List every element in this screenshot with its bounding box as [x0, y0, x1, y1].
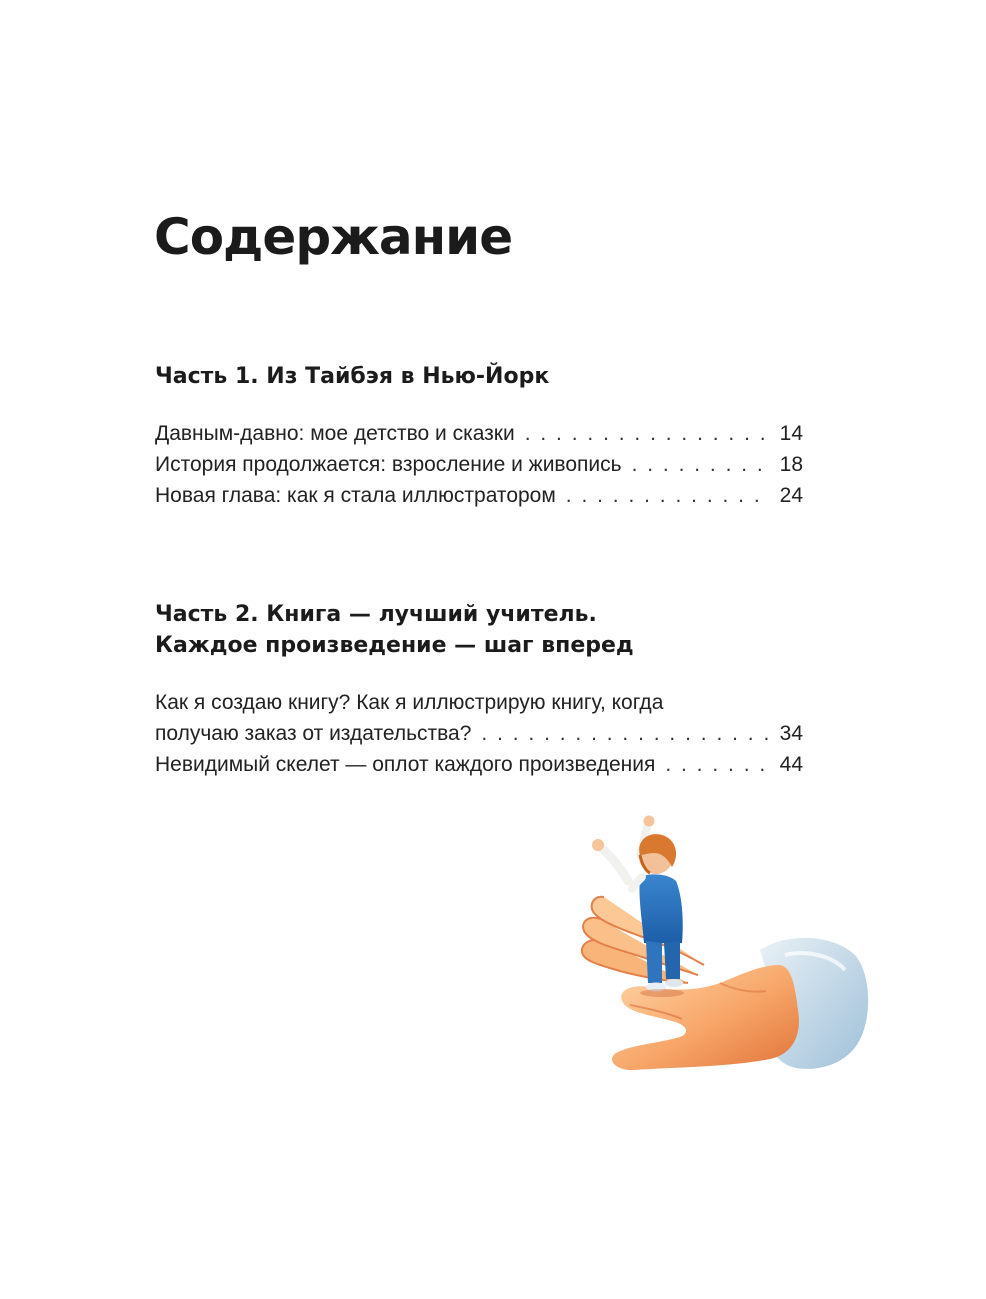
dot-leader: [525, 418, 769, 449]
page-title: Содержание: [154, 208, 513, 266]
toc-entry-title: Невидимый скелет — оплот каждого произведения: [155, 753, 656, 776]
toc-entry-page: 24: [779, 484, 803, 507]
toc-entry-title: История продолжается: взросление и живопись: [155, 453, 622, 476]
toc-entry-title: Новая глава: как я стала иллюстратором: [155, 484, 556, 507]
toc-entry-title-lead: Как я создаю книгу? Как я иллюстрирую книгу, когда: [155, 691, 664, 714]
toc-entry[interactable]: [155, 418, 803, 449]
toc-entry-page: 44: [779, 753, 803, 776]
toc-entry[interactable]: [155, 749, 803, 780]
toc-entry-page: 18: [779, 453, 803, 476]
toc-entry-title: получаю заказ от издательства?: [155, 722, 472, 745]
toc-entry[interactable]: [155, 480, 803, 511]
toc-entry[interactable]: [155, 449, 803, 480]
part-1-toc-list: [155, 418, 803, 511]
toc-entry[interactable]: [155, 687, 803, 749]
toc-entry-page: 14: [779, 422, 803, 445]
part-2-heading: [155, 599, 634, 661]
dot-leader: [632, 449, 769, 480]
hand: [582, 897, 799, 1070]
toc-entry-title: Давным-давно: мое детство и сказки: [155, 422, 515, 445]
dot-leader: [665, 749, 769, 780]
part-2-heading-line: Каждое произведение — шаг вперед: [155, 633, 634, 658]
child-on-hand-illustration: [570, 815, 880, 1080]
dot-leader: [481, 718, 769, 749]
part-1-heading: [155, 361, 549, 392]
toc-entry-page: 34: [779, 722, 803, 745]
part-1-heading-line: Часть 1. Из Тайбэя в Нью-Йорк: [155, 364, 550, 389]
dot-leader: [566, 480, 769, 511]
part-2-toc-list: [155, 687, 803, 780]
part-2-heading-line: Часть 2. Книга — лучший учитель.: [155, 602, 597, 627]
